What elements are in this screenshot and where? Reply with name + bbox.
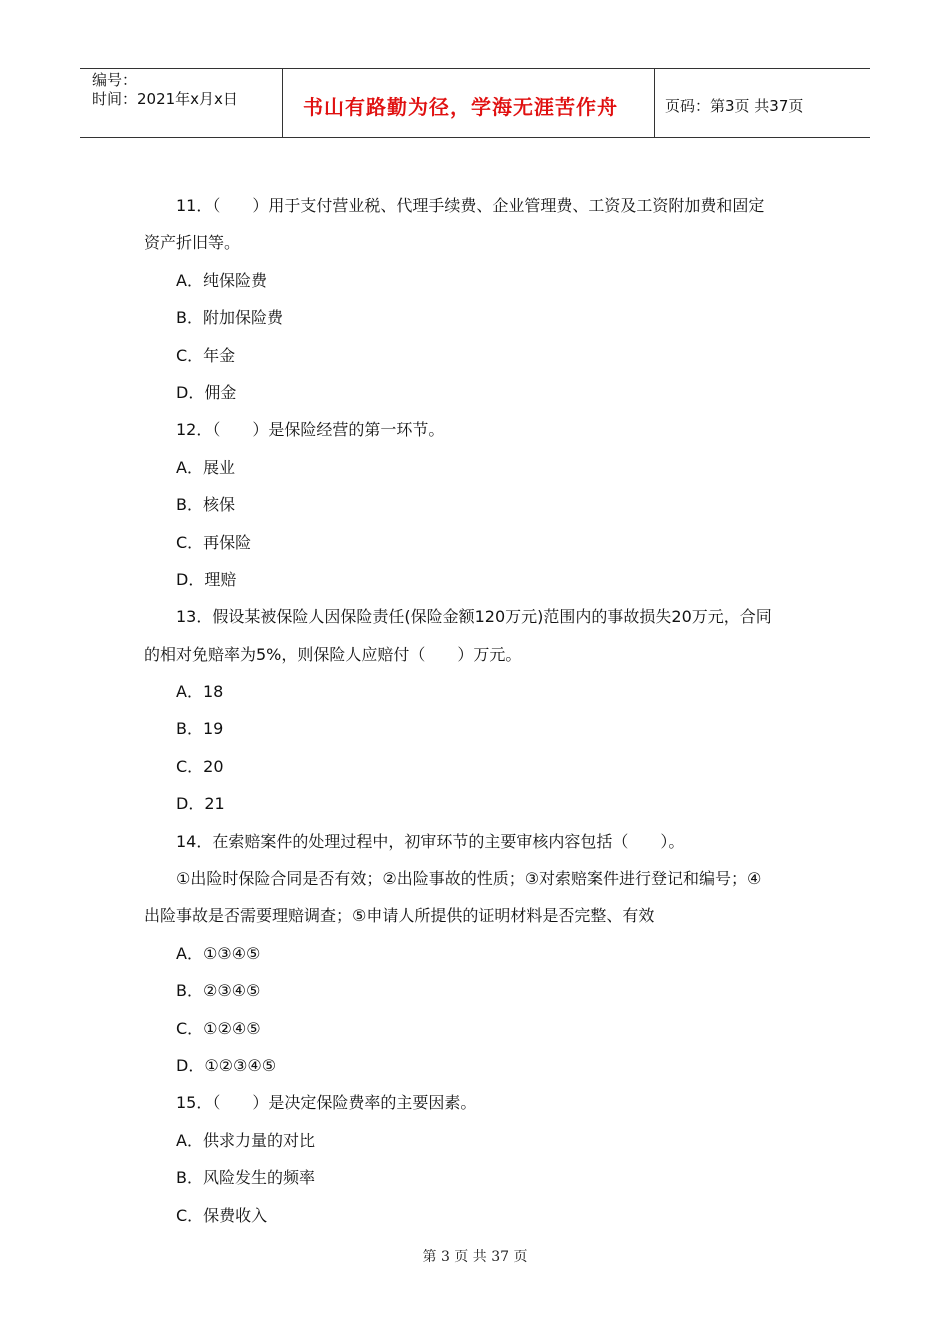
page-footer: 第 3 页 共 37 页 — [422, 1249, 528, 1265]
header-date-label: 时间：2021年x月x日 — [92, 90, 238, 108]
text-line: 15．（ ）是决定保险费率的主要因素。 — [176, 1093, 477, 1113]
text-line: 13．假设某被保险人因保险责任(保险金额120万元)范围内的事故损失20万元，合同 — [176, 607, 772, 627]
text-line: 资产折旧等。 — [144, 233, 241, 253]
text-line: C．①②④⑤ — [176, 1018, 261, 1038]
text-line: B．附加保险费 — [176, 308, 283, 328]
text-line: B．风险发生的频率 — [176, 1168, 315, 1188]
text-line: A．18 — [176, 682, 224, 702]
text-line: D．21 — [176, 794, 225, 814]
text-line: A．①③④⑤ — [176, 943, 261, 963]
header-number-label: 编号： — [92, 71, 138, 89]
text-line: D．佣金 — [176, 382, 237, 402]
text-line: 14．在索赔案件的处理过程中，初审环节的主要审核内容包括（ ）。 — [176, 831, 685, 851]
text-line: 的相对免赔率为5%，则保险人应赔付（ ）万元。 — [144, 644, 522, 664]
text-line: D．理赔 — [176, 569, 237, 589]
text-line: A．纯保险费 — [176, 270, 267, 290]
text-line: C．年金 — [176, 345, 236, 365]
text-line: C．再保险 — [176, 532, 252, 552]
text-line: A．供求力量的对比 — [176, 1130, 315, 1150]
header-meta — [80, 69, 282, 137]
text-line: C．20 — [176, 756, 224, 776]
text-line: B．19 — [176, 719, 224, 739]
text-line: A．展业 — [176, 457, 235, 477]
page-header — [80, 68, 870, 138]
text-line: C．保费收入 — [176, 1205, 268, 1225]
document-body — [144, 187, 808, 1234]
header-motto: 书山有路勤为径，学海无涯苦作舟 — [282, 69, 655, 137]
text-line: B．②③④⑤ — [176, 981, 261, 1001]
text-line: D．①②③④⑤ — [176, 1055, 277, 1075]
text-line: B．核保 — [176, 495, 235, 515]
text-line: ①出险时保险合同是否有效；②出险事故的性质；③对索赔案件进行登记和编号；④ — [176, 869, 762, 889]
text-line: 出险事故是否需要理赔调查；⑤申请人所提供的证明材料是否完整、有效 — [144, 906, 655, 926]
text-line: 11．（ ）用于支付营业税、代理手续费、企业管理费、工资及工资附加费和固定 — [176, 196, 765, 215]
text-line: 12．（ ）是保险经营的第一环节。 — [176, 420, 445, 440]
header-page-info: 页码：第3页 共37页 — [665, 96, 804, 115]
